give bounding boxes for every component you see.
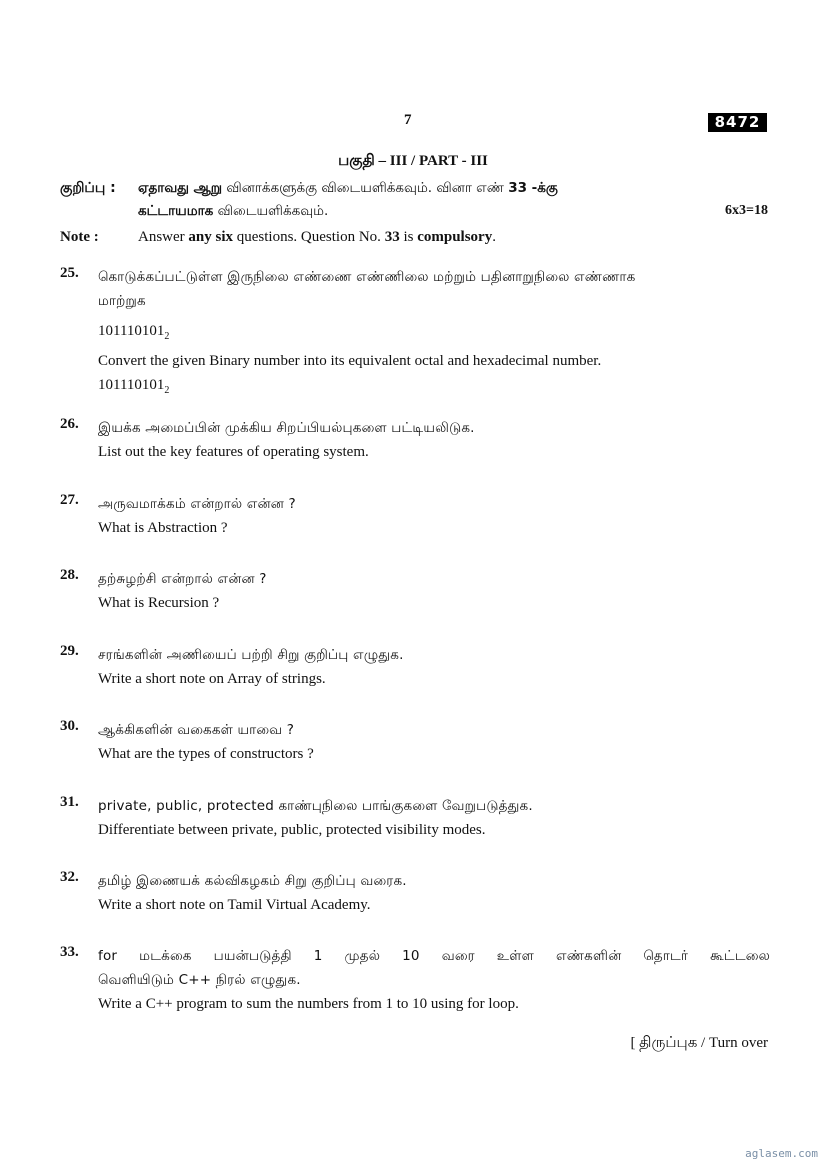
note-text-c: questions. Question No. <box>233 229 385 245</box>
tamil-instr-bold-2: 33 -க்கு <box>508 180 558 196</box>
question-27 <box>60 492 770 540</box>
question-25 <box>60 265 770 403</box>
question-english: What is Recursion ? <box>98 595 220 611</box>
turn-over-note: [ திருப்புக / Turn over <box>630 1035 768 1051</box>
question-number: 30. <box>60 718 79 734</box>
question-tamil: கொடுக்கப்பட்டுள்ள இருநிலை எண்ணை எண்ணிலை மற்றும் பதினாறுநிலை எண்ணாக <box>98 269 636 285</box>
question-30 <box>60 718 770 766</box>
question-32 <box>60 869 770 917</box>
question-31 <box>60 794 770 842</box>
binary-base: 2 <box>164 385 170 396</box>
binary-digits: 101110101 <box>98 323 165 339</box>
binary-value <box>98 319 770 349</box>
question-33 <box>60 944 770 1016</box>
question-tamil: இயக்க அமைப்பின் முக்கிய சிறப்பியல்புகளை பட்டியலிடுக. <box>98 420 475 436</box>
question-number: 32. <box>60 869 79 885</box>
question-number: 29. <box>60 643 79 659</box>
question-english: Differentiate between private, public, protected visibility modes. <box>98 822 486 838</box>
question-english: Write a short note on Tamil Virtual Academy. <box>98 897 371 913</box>
question-number: 26. <box>60 416 79 432</box>
question-english: List out the key features of operating system. <box>98 444 369 460</box>
question-english: Write a C++ program to sum the numbers from 1 to 10 using for loop. <box>98 996 519 1012</box>
question-english: What are the types of constructors ? <box>98 746 314 762</box>
tamil-instr-text-1: வினாக்களுக்கு விடையளிக்கவும். வினா எண் <box>222 180 509 196</box>
marks-allocation: 6x3=18 <box>725 203 768 218</box>
question-28 <box>60 567 770 615</box>
question-english: Convert the given Binary number into its equivalent octal and hexadecimal number. <box>98 353 602 369</box>
question-26 <box>60 416 770 464</box>
page-number: 7 <box>404 112 412 128</box>
question-tamil-cont: வெளியிடும் C++ நிரல் எழுதுக. <box>98 972 301 988</box>
question-number: 25. <box>60 265 79 281</box>
question-tamil: சரங்களின் அணியைப் பற்றி சிறு குறிப்பு எழுதுக. <box>98 647 404 663</box>
note-text-a: Answer <box>138 229 189 245</box>
tamil-note-label: குறிப்பு : <box>60 180 116 196</box>
question-tamil: for மடக்கை பயன்படுத்தி 1 முதல் 10 வரை உள்ள எண்களின் தொடர் கூட்டலை <box>98 948 770 964</box>
question-number: 28. <box>60 567 79 583</box>
question-number: 31. <box>60 794 79 810</box>
note-text-g: . <box>492 229 496 245</box>
question-tamil: தமிழ் இணையக் கல்விகழகம் சிறு குறிப்பு வரைக. <box>98 873 407 889</box>
question-29 <box>60 643 770 691</box>
tamil-instructions-line2 <box>138 203 328 221</box>
question-tamil-cont: மாற்றுக <box>98 293 146 309</box>
question-number: 33. <box>60 944 79 960</box>
note-text-b: any six <box>188 229 234 245</box>
question-tamil: அருவமாக்கம் என்றால் என்ன ? <box>98 496 296 512</box>
source-watermark: aglasem.com <box>745 1147 818 1160</box>
tamil-instr-bold-1: ஏதாவது ஆறு <box>138 180 223 196</box>
question-tamil: private, public, protected காண்புநிலை பாங்குகளை வேறுபடுத்துக. <box>98 798 533 814</box>
english-note-label: Note : <box>60 229 99 245</box>
english-note <box>60 229 496 246</box>
note-text-e: is <box>399 229 418 245</box>
question-number: 27. <box>60 492 79 508</box>
question-tamil: ஆக்கிகளின் வகைகள் யாவை ? <box>98 722 295 738</box>
question-english: What is Abstraction ? <box>98 520 228 536</box>
tamil-instr-bold-3: கட்டாயமாக <box>138 203 214 219</box>
binary-value-english <box>98 373 770 403</box>
part-heading: பகுதி – III / PART - III <box>338 153 488 169</box>
tamil-instructions <box>60 180 728 198</box>
binary-digits: 101110101 <box>98 377 165 393</box>
paper-code-badge: 8472 <box>708 113 767 132</box>
note-text-d: 33 <box>384 229 400 245</box>
question-english: Write a short note on Array of strings. <box>98 671 326 687</box>
note-text-f: compulsory <box>417 229 493 245</box>
binary-base: 2 <box>164 331 170 342</box>
question-tamil: தற்சுழற்சி என்றால் என்ன ? <box>98 571 267 587</box>
tamil-instr-text-2: விடையளிக்கவும். <box>213 203 329 219</box>
